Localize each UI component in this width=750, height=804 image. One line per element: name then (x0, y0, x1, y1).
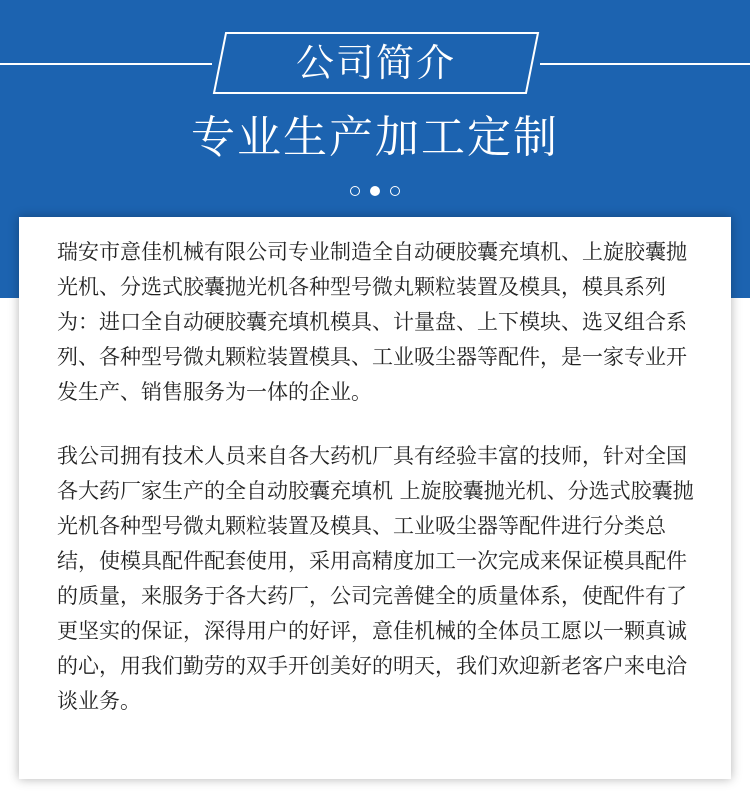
carousel-dot[interactable] (390, 186, 400, 196)
title-frame (212, 31, 540, 95)
title-line-left (0, 63, 212, 65)
carousel-dot[interactable] (350, 186, 360, 196)
carousel-dot-active[interactable] (370, 186, 380, 196)
section-subtitle: 专业生产加工定制 (191, 112, 559, 163)
intro-paragraph-1: 瑞安市意佳机械有限公司专业制造全自动硬胶囊充填机、上旋胶囊抛光机、分选式胶囊抛光机各种型号微丸颗粒装置及模具，模具系列为：进口全自动硬胶囊充填机模具、计量盘、上下模块、选叉组合系列、各种型号微丸颗粒装置模具、工业吸尘器等配件，是一家专业开发生产、销售服务为一体的企业。 (57, 240, 687, 404)
intro-card (19, 217, 731, 779)
carousel-indicator (0, 180, 750, 194)
title-line-right (540, 63, 750, 65)
intro-paragraph-2: 我公司拥有技术人员来自各大药机厂具有经验丰富的技师，针对全国各大药厂家生产的全自动胶囊充填机 上旋胶囊抛光机、分选式胶囊抛光机各种型号微丸颗粒装置及模具、工业吸尘器等配件进行分类总结，使模具配件配套使用，采用高精度加工一次完成来保证模具配件的质量，来服务于各大药厂，公司完善健全的质量体系，使配件有了更坚实的保证，深得用户的好评，意佳机械的全体员工愿以一颗真诚的心，用我们勤劳的双手开创美好的明天，我们欢迎新老客户来电洽谈业务。 (57, 444, 694, 713)
section-title: 公司简介 (295, 41, 456, 85)
